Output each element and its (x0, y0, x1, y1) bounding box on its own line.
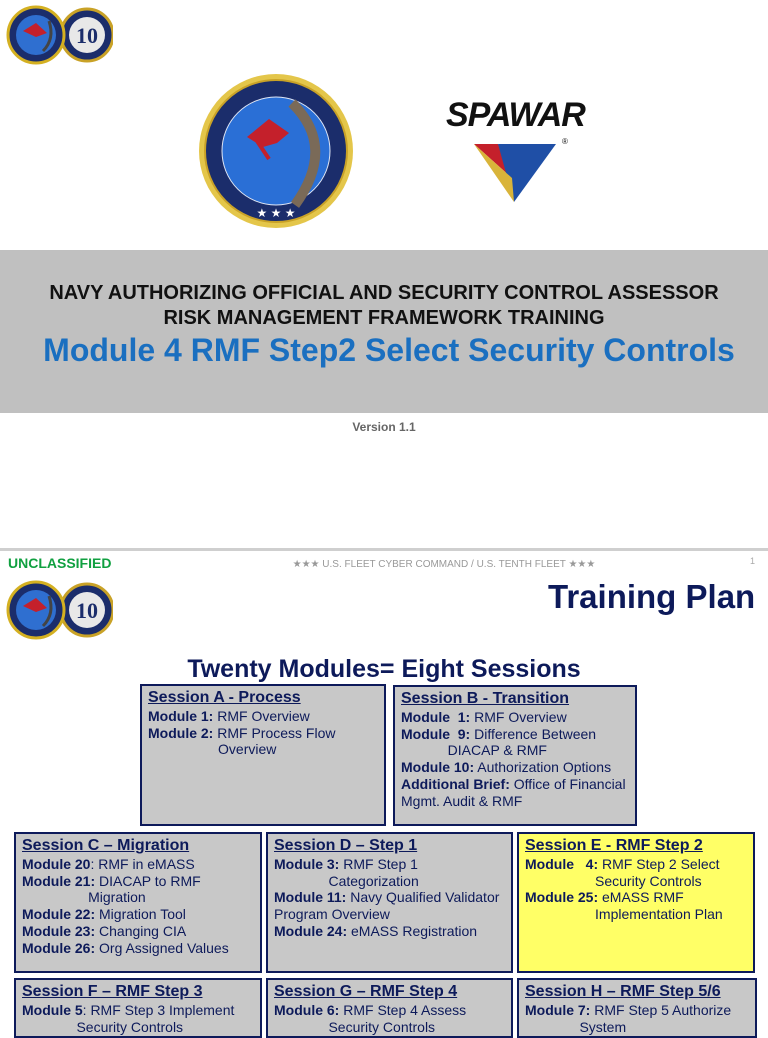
module-text: Migration (22, 889, 146, 906)
module-text: Difference Between (470, 725, 597, 742)
module-key: Module 5 (22, 1002, 83, 1018)
module-text: Office of Financial (509, 775, 626, 792)
session-box (393, 685, 637, 826)
slide-header: ★★★ U.S. FLEET CYBER COMMAND / U.S. TENTH FLEET ★★★ (292, 559, 596, 570)
module-text: Migration Tool (95, 906, 186, 923)
subtitle-line-2: RISK MANAGEMENT FRAMEWORK TRAINING (163, 307, 605, 329)
session-box (517, 978, 757, 1038)
module-key: Module 4: (525, 856, 599, 872)
module-text: System (525, 1018, 627, 1035)
session-line (401, 776, 629, 793)
session-title: Session D – Step 1 (274, 837, 418, 854)
session-line (401, 726, 629, 743)
module-text: Implementation Plan (525, 906, 723, 923)
session-box (140, 684, 386, 826)
module-text: RMF Overview (213, 708, 310, 724)
module-text: RMF Step 2 Select (598, 856, 720, 872)
svg-text:10: 10 (76, 598, 98, 623)
module-title: Module 4 RMF Step2 Select Security Controls (43, 332, 735, 368)
module-text: RMF Step 5 Authorize (590, 1002, 732, 1018)
module-text: Mgmt. Audit & RMF (401, 792, 523, 809)
session-line (274, 856, 505, 873)
session-line (525, 1002, 749, 1019)
module-text: Program Overview (274, 906, 390, 923)
slide-subtitle: Twenty Modules= Eight Sessions (187, 655, 581, 683)
module-text: RMF Step 1 (339, 856, 418, 872)
module-key: Module 1: (401, 709, 471, 725)
session-line (525, 873, 747, 890)
module-text: RMF Step 4 Assess (339, 1002, 467, 1018)
session-line (148, 725, 378, 742)
module-key: Module 23: (22, 922, 96, 939)
session-box (14, 978, 262, 1038)
session-title: Session C – Migration (22, 837, 190, 854)
session-box-highlighted (517, 832, 755, 973)
module-text: Changing CIA (95, 922, 187, 939)
module-text: RMF Process Flow (213, 724, 336, 741)
module-text: DIACAP & RMF (401, 742, 547, 759)
module-key: Module 1: (148, 708, 214, 724)
session-line (22, 873, 254, 890)
module-text: DIACAP to RMF (95, 872, 201, 889)
module-key: Module 25: (525, 889, 599, 906)
module-text: : RMF Step 3 Implement (82, 1002, 235, 1018)
module-key: Module 7: (525, 1002, 591, 1018)
session-line (401, 709, 629, 726)
session-line (22, 1019, 254, 1036)
session-line (525, 889, 747, 906)
session-line (22, 906, 254, 923)
session-line (525, 1019, 749, 1036)
module-text: Org Assigned Values (95, 939, 229, 956)
session-line (22, 923, 254, 940)
session-line (525, 856, 747, 873)
module-key: Additional Brief: (401, 775, 510, 792)
session-title: Session B - Transition (401, 690, 570, 707)
session-title: Session H – RMF Step 5/6 (525, 983, 721, 1000)
session-line (148, 741, 378, 758)
version-label: Version 1.1 (352, 420, 416, 434)
session-box (266, 832, 513, 973)
module-key: Module 6: (274, 1002, 340, 1018)
module-key: Module 10: (401, 759, 475, 776)
module-text: Security Controls (525, 872, 702, 889)
session-line (148, 708, 378, 725)
session-line (401, 759, 629, 776)
session-title: Session A - Process (148, 689, 301, 706)
session-line (274, 1002, 505, 1019)
session-title: Session E - RMF Step 2 (525, 837, 703, 854)
module-key: Module 26: (22, 939, 96, 956)
session-title: Session G – RMF Step 4 (274, 983, 458, 1000)
svg-text:★ ★ ★: ★ ★ ★ (256, 206, 296, 220)
module-key: Module 22: (22, 906, 96, 923)
session-line (401, 742, 629, 759)
module-text: Authorization Options (474, 759, 612, 776)
module-key: Module 21: (22, 872, 96, 889)
session-line (274, 1019, 505, 1036)
session-line (22, 856, 254, 873)
session-title: Session F – RMF Step 3 (22, 983, 203, 1000)
page-number: 1 (750, 556, 756, 566)
module-text: : RMF in eMASS (90, 856, 195, 872)
spawar-logo (446, 96, 585, 206)
session-line (401, 793, 629, 810)
module-key: Module 24: (274, 922, 348, 939)
classification-label: UNCLASSIFIED (8, 555, 112, 571)
module-text: RMF Overview (470, 709, 567, 725)
subtitle-line-1: NAVY AUTHORIZING OFFICIAL AND SECURITY CONTROL ASSESSOR (49, 282, 719, 304)
module-key: Module 20 (22, 856, 91, 872)
fleet-cyber-command-seal-icon (197, 67, 355, 235)
spawar-logo-text: SPAWAR (446, 96, 585, 134)
module-text: eMASS RMF (598, 889, 684, 906)
session-line (274, 923, 505, 940)
session-box (14, 832, 262, 973)
module-key: Module 2: (148, 724, 214, 741)
session-line (22, 940, 254, 957)
slide-title: Training Plan (548, 578, 756, 615)
module-text: eMASS Registration (347, 922, 478, 939)
module-text: Security Controls (22, 1018, 184, 1035)
module-key: Module 11: (274, 889, 347, 906)
module-text: Navy Qualified Validator (346, 889, 500, 906)
module-key: Module 9: (401, 725, 471, 742)
session-line (274, 889, 505, 906)
fleet-cyber-tenth-fleet-seals-icon (3, 3, 113, 65)
svg-text:®: ® (562, 138, 568, 146)
session-line (525, 906, 747, 923)
session-line (274, 873, 505, 890)
module-text: Categorization (274, 872, 419, 889)
svg-text:10: 10 (76, 23, 98, 48)
slide-divider (0, 548, 768, 551)
session-box (266, 978, 513, 1038)
spawar-chevron-icon (446, 138, 582, 208)
module-text: Overview (148, 741, 277, 758)
session-line (22, 889, 254, 906)
module-text: Security Controls (274, 1018, 436, 1035)
session-line (22, 1002, 254, 1019)
fleet-cyber-tenth-fleet-seals-icon (3, 580, 113, 642)
session-line (274, 906, 505, 923)
module-key: Module 3: (274, 856, 340, 872)
